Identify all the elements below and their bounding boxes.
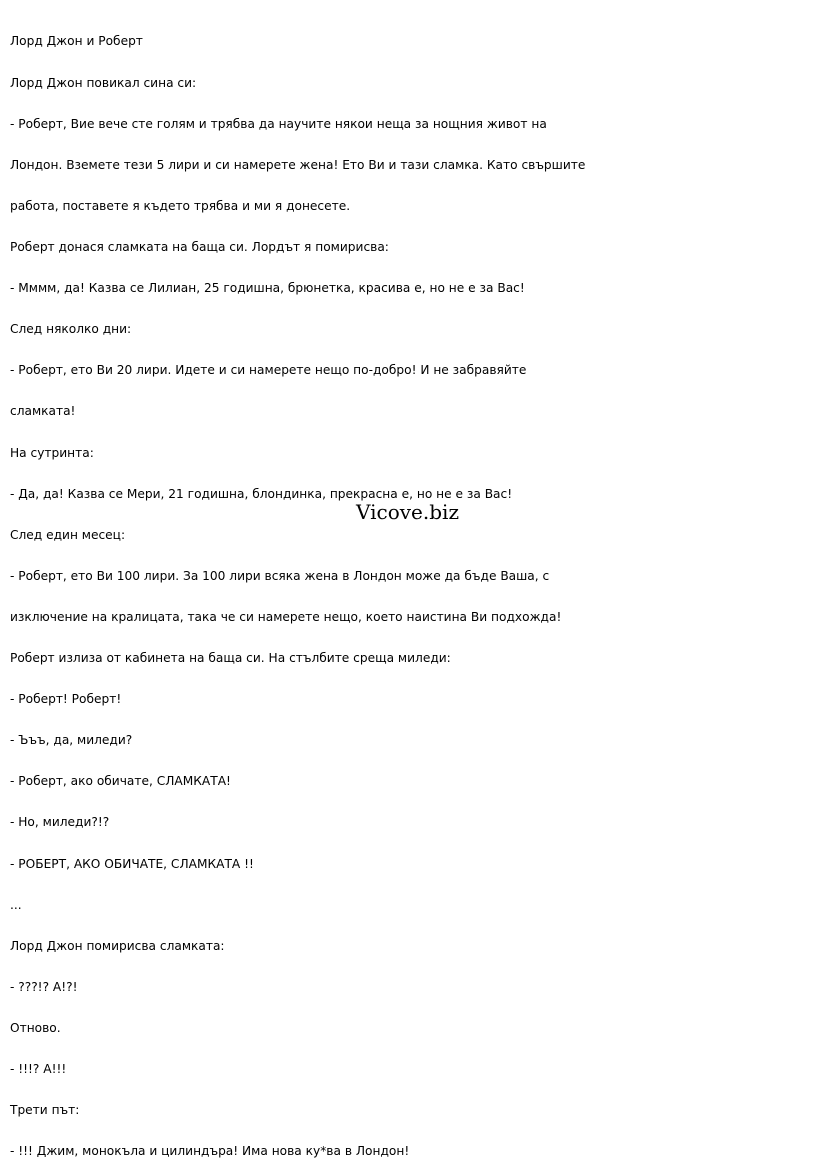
joke-line: - !!!? А!!!	[10, 1062, 67, 1077]
joke-line: - Ъъъ, да, миледи?	[10, 733, 133, 748]
joke-line: - Роберт, ето Ви 20 лири. Идете и си намерете нещо по-добро! И не забравяйте	[10, 363, 527, 378]
joke-line: - РОБЕРТ, АКО ОБИЧАТЕ, СЛАМКАТА !!	[10, 856, 254, 871]
joke-line: работа, поставете я където трябва и ми я донесете.	[10, 198, 351, 213]
joke-line: Лорд Джон помирисва сламката:	[10, 938, 225, 953]
joke-line: сламката!	[10, 404, 76, 419]
joke-line: - Да, да! Казва се Мери, 21 годишна, блондинка, прекрасна е, но не е за Вас!	[10, 486, 513, 501]
joke-line: - !!! Джим, монокъла и цилиндъра! Има нова ку*ва в Лондон!	[10, 1144, 410, 1159]
joke-line: Роберт донася сламката на баща си. Лордът я помирисва:	[10, 239, 389, 254]
joke-line: - Роберт, ако обичате, СЛАМКАТА!	[10, 774, 231, 789]
joke-line: - Роберт, Вие вече сте голям и трябва да научите някои неща за нощния живот на	[10, 116, 547, 131]
joke-line: Отново.	[10, 1021, 61, 1036]
joke-line: Лорд Джон повикал сина си:	[10, 75, 197, 90]
joke-title: Лорд Джон и Роберт	[10, 34, 143, 49]
joke-line: Трети път:	[10, 1103, 80, 1118]
joke-line: Лондон. Вземете тези 5 лири и си намерете жена! Ето Ви и тази сламка. Като свършите	[10, 157, 586, 172]
joke-line: изключение на кралицата, така че си намерете нещо, което наистина Ви подхожда!	[10, 609, 562, 624]
joke-text	[10, 8, 610, 1173]
joke-line: - Роберт! Роберт!	[10, 692, 122, 707]
joke-line: - Но, миледи?!?	[10, 815, 110, 830]
joke-line: - ???!? А!?!	[10, 979, 78, 994]
joke-line: След няколко дни:	[10, 322, 132, 337]
joke-line: ...	[10, 897, 22, 912]
joke-line: - Мммм, да! Казва се Лилиан, 25 годишна, брюнетка, красива е, но не е за Вас!	[10, 281, 525, 296]
joke-line: - Роберт, ето Ви 100 лири. За 100 лири всяка жена в Лондон може да бъде Ваша, с	[10, 568, 550, 583]
joke-line: Роберт излиза от кабинета на баща си. На стълбите среща миледи:	[10, 651, 451, 666]
joke-line: На сутринта:	[10, 445, 94, 460]
site-watermark: Vicove.biz	[356, 500, 459, 524]
joke-line: След един месец:	[10, 527, 126, 542]
